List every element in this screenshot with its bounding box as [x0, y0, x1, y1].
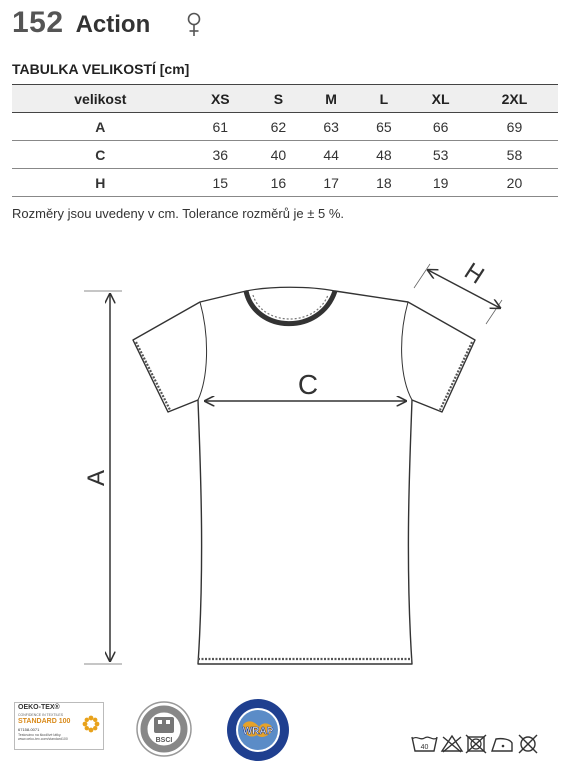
header-label: velikost [74, 90, 127, 107]
wash-40-icon [412, 737, 437, 751]
table-cell: 63 [323, 118, 339, 135]
table-cell: 16 [270, 174, 287, 191]
table-cell: 61 [212, 118, 229, 135]
bsci-logo [135, 700, 193, 758]
back-neck [246, 287, 335, 291]
table-cell: 44 [323, 146, 339, 163]
no-bleach-icon [442, 736, 462, 752]
table-cell: 40 [270, 146, 287, 163]
table-cell: 58 [506, 146, 523, 163]
wrap-logo [225, 697, 291, 763]
oeko-flower-icon [82, 715, 100, 733]
dim-h-tick-1 [414, 264, 430, 288]
dim-h-tick-2 [486, 300, 502, 324]
table-cell: 65 [376, 118, 392, 135]
table-cell: 69 [506, 118, 523, 135]
table-cell: 36 [212, 146, 229, 163]
size-table-header-row [12, 85, 558, 113]
size-header: XL [431, 90, 450, 107]
table-cell: 19 [432, 174, 449, 191]
size-note: Rozměry jsou uvedeny v cm. Tolerance rozměrů je ± 5 %. [12, 206, 345, 221]
row-label: H [95, 174, 106, 191]
size-header: M [325, 90, 337, 107]
table-cell: 66 [432, 118, 449, 135]
iron-low-icon [492, 739, 512, 751]
product-number: 152 [12, 6, 64, 39]
table-row [12, 141, 558, 169]
care-icons [410, 733, 550, 757]
tshirt-outline [133, 291, 475, 664]
product-name: Action [75, 11, 151, 38]
no-dry-clean-icon [519, 735, 537, 753]
oeko-tex-logo: OEKO-TEX® CONFIDENCE IN TEXTILES STANDARD 100 67158-0071 Testováno na škodlivé látky. www.oeko-tex.com/standard100 [14, 702, 104, 750]
row-label: A [95, 118, 106, 135]
table-cell: 15 [212, 174, 229, 191]
size-header: 2XL [501, 90, 528, 107]
size-header: L [379, 90, 389, 107]
table-cell: 18 [376, 174, 392, 191]
size-table-title: TABULKA VELIKOSTÍ [cm] [12, 61, 190, 77]
table-row [12, 169, 558, 197]
svg-text:40: 40 [420, 744, 429, 751]
table-row [12, 113, 558, 141]
svg-text:WRAP: WRAP [242, 726, 274, 737]
table-cell: 20 [506, 174, 523, 191]
table-cell: 53 [432, 146, 449, 163]
svg-text:BSCI: BSCI [155, 737, 173, 744]
dim-c-label: C [297, 369, 319, 400]
dim-h-label: H [459, 258, 489, 290]
no-tumble-dry-icon [466, 735, 486, 753]
tshirt-diagram [70, 258, 520, 678]
size-table [12, 84, 558, 197]
size-header: XS [210, 90, 230, 107]
table-cell: 48 [376, 146, 392, 163]
header [12, 6, 150, 46]
table-cell: 17 [323, 174, 339, 191]
female-symbol-icon [186, 12, 202, 38]
size-header: S [273, 90, 284, 107]
row-label: C [95, 146, 106, 163]
table-cell: 62 [270, 118, 287, 135]
dim-a-label: A [83, 469, 110, 487]
